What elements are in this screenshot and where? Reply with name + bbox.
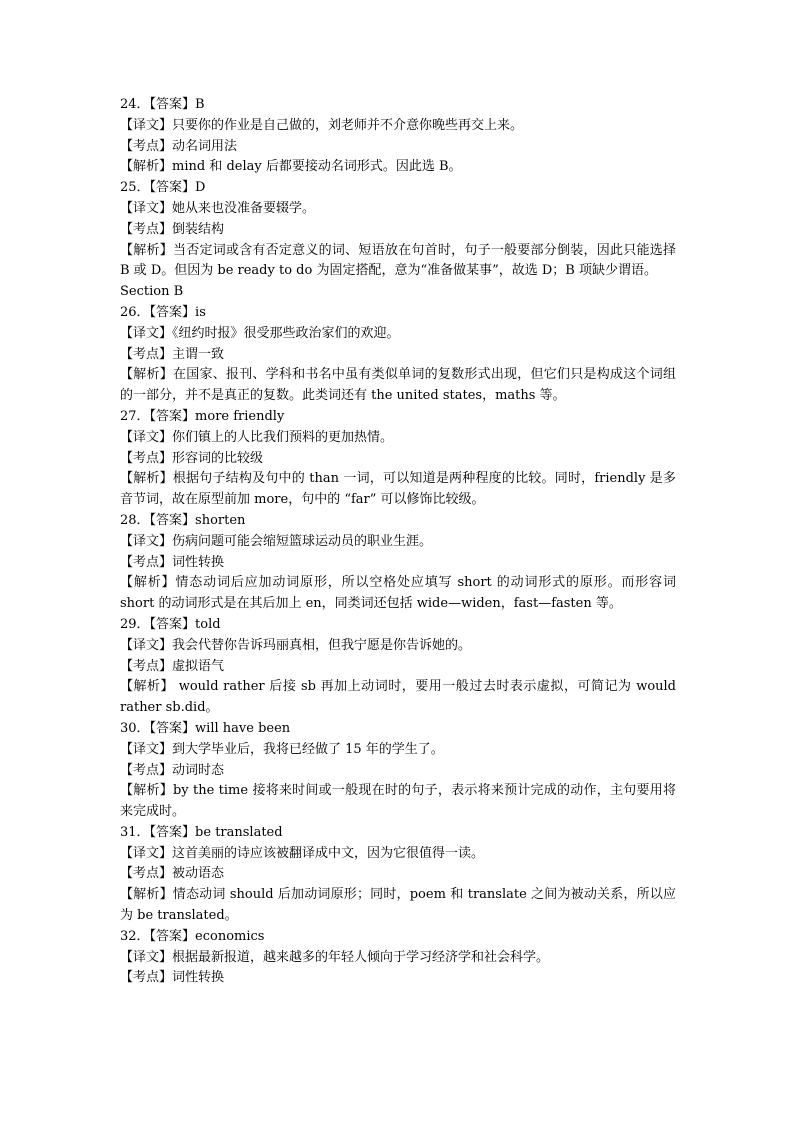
text-line: 27．【答案】more friendly [120,408,285,424]
text-line: 30．【答案】will have been [120,720,291,736]
text-line: 【解析】情态动词后应加动词原形，所以空格处应填写 short 的动词形式的原形。而形容词 short 的动词形式是在其后加上 en，同类词还包括 wide—widen，fast—fasten 等。 [120,575,676,612]
text-line: 【考点】被动语态 [120,866,225,882]
text-line: 【译文】伤病问题可能会缩短篮球运动员的职业生涯。 [120,533,433,549]
text-line: 【译文】《纽约时报》很受那些政治家们的欢迎。 [120,325,400,341]
text-line: 29．【答案】told [120,616,221,632]
text-line: 【解析】当否定词或含有否定意义的词、短语放在句首时，句子一般要部分倒装，因此只能选择 B 或 D。但因为 be ready to do 为固定搭配，意为“准备做某事”，故选 D；B 项缺少谓语。 [120,242,676,279]
text-line: 【解析】在国家、报刊、学科和书名中虽有类似单词的复数形式出现，但它们只是构成这个词组的一部分，并不是真正的复数。此类词还有 the united states，maths 等。 [120,367,676,404]
text-line: 【考点】主谓一致 [120,346,225,362]
text-line: 【译文】这首美丽的诗应该被翻译成中文，因为它很值得一读。 [120,845,485,861]
text-line: 【译文】到大学毕业后，我将已经做了 15 年的学生了。 [120,741,444,757]
text-line: 26．【答案】is [120,304,206,320]
text-line: 24．【答案】B [120,97,205,112]
text-line: 32．【答案】economics [120,928,265,944]
text-line: 【解析】by the time 接将来时间或一般现在时的句子，表示将来预计完成的动作，主句要用将来完成时。 [120,783,676,820]
text-line: 【考点】词性转换 [120,970,225,986]
text-line: 【考点】形容词的比较级 [120,450,264,466]
text-line: 【译文】只要你的作业是自己做的，刘老师并不介意你晚些再交上来。 [120,117,524,133]
text-line: Section B [120,284,184,300]
text-line: 【考点】词性转换 [120,554,225,570]
text-line: 25．【答案】D [120,180,206,196]
text-line: 【译文】她从来也没准备要辍学。 [120,200,316,216]
text-line: 31．【答案】be translated [120,824,283,840]
text-line: 28．【答案】shorten [120,512,246,528]
answer-key-text [120,95,676,989]
text-line: 【解析】根据句子结构及句中的 than 一词，可以知道是两种程度的比较。同时，friendly 是多音节词，故在原型前加 more，句中的 “far” 可以修饰比较级。 [120,471,676,508]
text-line: 【解析】mind 和 delay 后都要接动名词形式。因此选 B。 [120,159,462,175]
text-line: 【译文】根据最新报道，越来越多的年轻人倾向于学习经济学和社会科学。 [120,949,550,965]
text-line: 【译文】你们镇上的人比我们预料的更加热情。 [120,429,394,445]
text-line: 【考点】动名词用法 [120,138,238,154]
text-line: 【解析】情态动词 should 后加动词原形；同时，poem 和 translate 之间为被动关系，所以应为 be translated。 [120,887,676,924]
text-line: 【考点】动词时态 [120,762,225,778]
text-line: 【考点】虚拟语气 [120,658,225,674]
text-line: 【译文】我会代替你告诉玛丽真相，但我宁愿是你告诉她的。 [120,637,472,653]
text-line: 【考点】倒装结构 [120,221,225,237]
text-line: 【解析】 would rather 后接 sb 再加上动词时，要用一般过去时表示虚拟，可简记为 would rather sb.did。 [120,679,676,716]
